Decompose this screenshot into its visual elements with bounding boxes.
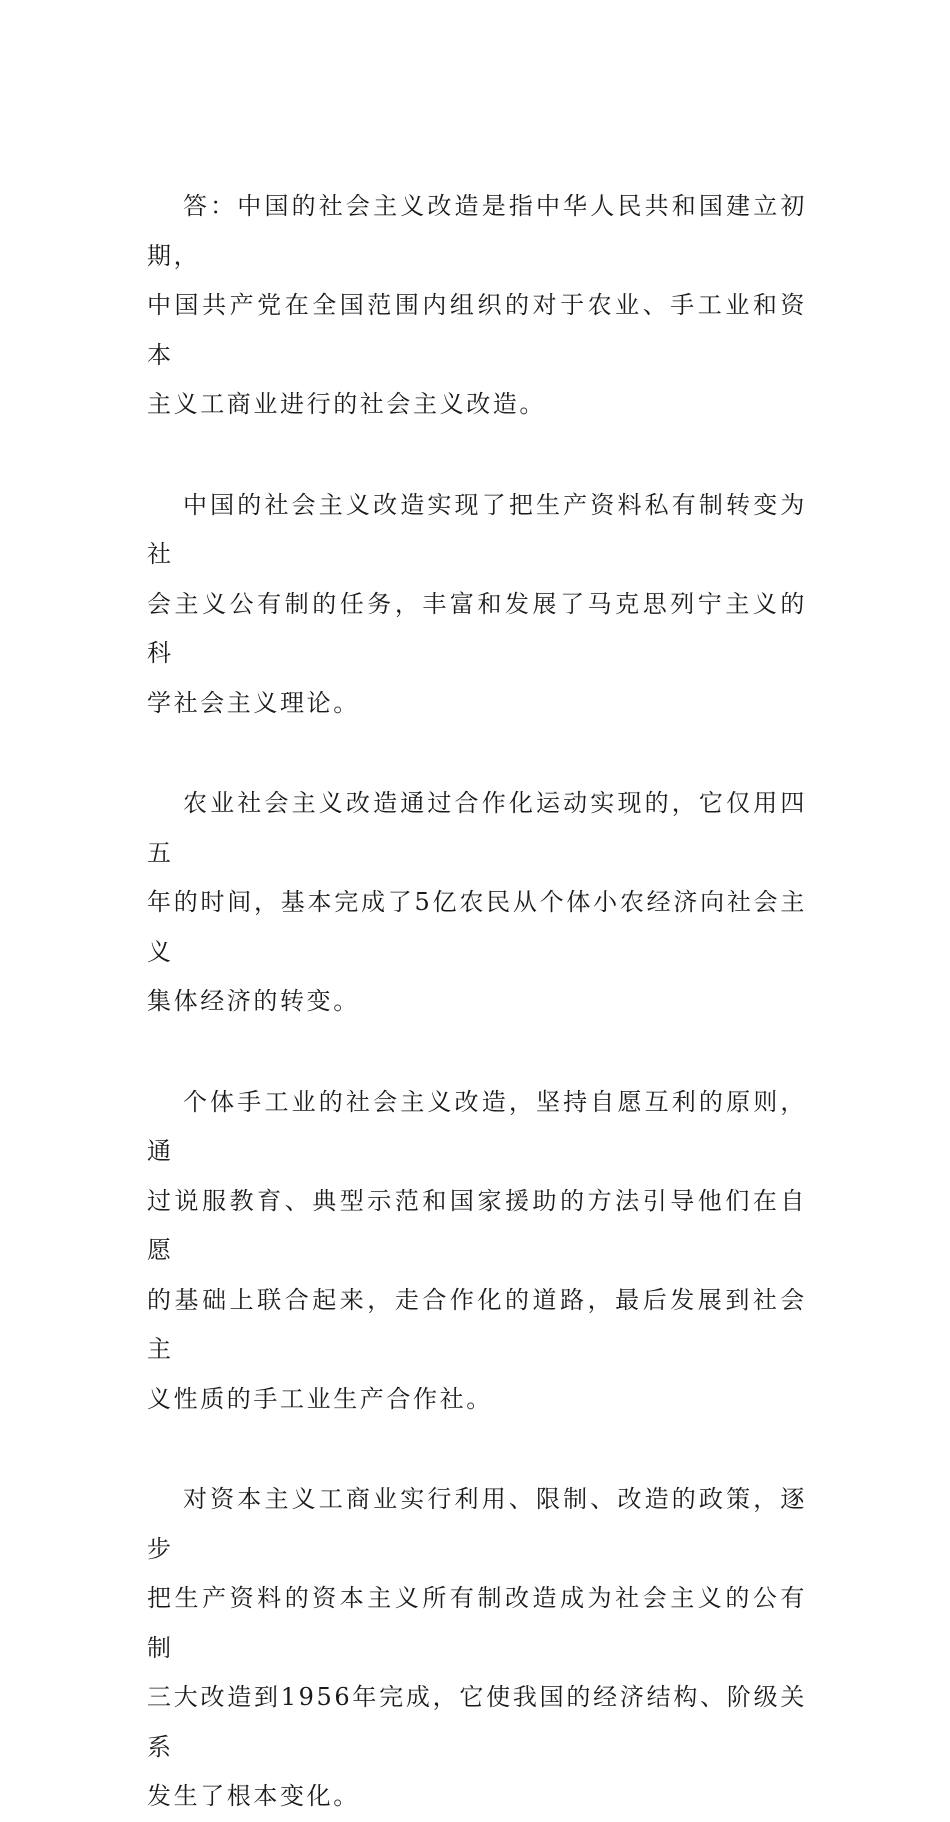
paragraph-4: 个体手工业的社会主义改造，坚持自愿互利的原则，通 过说服教育、典型示范和国家援助的方法引导他们在自愿 的基础上联合起来，走合作化的道路，最后发展到社会主 义性质的手工业生产合作社。 <box>147 1087 807 1413</box>
paragraph-spacer <box>147 728 807 779</box>
paragraph-5: 对资本主义工商业实行利用、限制、改造的政策，逐步 把生产资料的资本主义所有制改造成为社会主义的公有制 三大改造到1956年完成，它使我国的经济结构、阶级关系 发生了根本变化。 <box>147 1485 807 1810</box>
paragraph-1: 答：中国的社会主义改造是指中华人民共和国建立初期， 中国共产党在全国范围内组织的对于农业、手工业和资本 主义工商业进行的社会主义改造。 <box>147 192 807 418</box>
paragraph-spacer <box>147 1027 807 1078</box>
paragraph-3: 农业社会主义改造通过合作化运动实现的，它仅用四五 年的时间，基本完成了5亿农民从个体小农经济向社会主义 集体经济的转变。 <box>147 789 807 1015</box>
paragraph-spacer <box>147 1424 807 1475</box>
document-body <box>147 182 807 1822</box>
paragraph-spacer <box>147 430 807 481</box>
paragraph-2: 中国的社会主义改造实现了把生产资料私有制转变为社 会主义公有制的任务，丰富和发展了马克思列宁主义的科 学社会主义理论。 <box>147 490 807 717</box>
